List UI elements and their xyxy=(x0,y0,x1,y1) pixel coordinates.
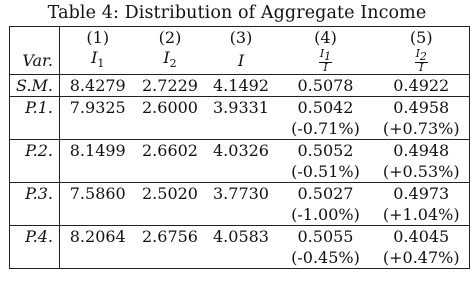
row-label-empty xyxy=(10,247,60,269)
table-row xyxy=(10,226,470,248)
cell-col-4: 0.5027 xyxy=(297,183,354,203)
symbol-base: I xyxy=(163,48,170,67)
fraction xyxy=(319,49,332,73)
cell-col-3: 4.0583 xyxy=(213,226,269,246)
header-row-symbols xyxy=(10,48,470,75)
header-col-3-number: (3) xyxy=(205,27,278,49)
cell-empty xyxy=(60,204,136,226)
cell-col-4: 0.5055 xyxy=(297,226,354,246)
numerator-base: I xyxy=(415,47,420,60)
header-row-numbers xyxy=(10,27,470,49)
cell-col-4-change: (-0.71%) xyxy=(278,118,374,140)
cell-col-5: 0.4973 xyxy=(374,183,470,205)
header-col-2-number: (2) xyxy=(136,27,205,49)
cell-col-2: 2.6602 xyxy=(142,140,198,160)
cell-col-3: 4.1492 xyxy=(205,75,278,97)
cell-col-4-change: (-0.51%) xyxy=(278,161,374,183)
cell-col-5: 0.4948 xyxy=(374,140,470,162)
table-row xyxy=(10,97,470,119)
table-row-change xyxy=(10,118,470,140)
cell-col-2: 2.6000 xyxy=(142,97,198,117)
cell-empty xyxy=(60,247,136,269)
cell-col-2: 2.5020 xyxy=(142,183,198,203)
cell-empty xyxy=(60,118,136,140)
row-label: P.1. xyxy=(10,97,60,119)
cell-col-1: 8.2064 xyxy=(69,226,126,246)
header-col-5-fraction xyxy=(374,48,470,75)
header-col-4-number: (4) xyxy=(278,27,374,49)
numerator-subscript: 2 xyxy=(419,50,427,64)
income-distribution-table xyxy=(9,26,470,269)
cell-col-4: 0.5078 xyxy=(278,75,374,97)
cell-col-5: 0.4922 xyxy=(374,75,470,97)
table-row xyxy=(10,75,470,97)
cell-empty xyxy=(136,247,205,269)
cell-empty xyxy=(205,161,278,183)
header-var-empty xyxy=(10,27,60,49)
cell-empty xyxy=(60,161,136,183)
cell-col-4-change: (-0.45%) xyxy=(278,247,374,269)
fraction-denominator: I xyxy=(323,61,328,75)
header-col-5-number: (5) xyxy=(374,27,470,49)
symbol-subscript: 2 xyxy=(169,57,177,71)
table-row-change xyxy=(10,161,470,183)
row-label: P.2. xyxy=(10,140,60,162)
cell-col-5: 0.4045 xyxy=(374,226,470,248)
cell-col-2: 2.6756 xyxy=(142,226,198,246)
row-label-empty xyxy=(10,118,60,140)
row-label-empty xyxy=(10,161,60,183)
table-caption: Table 4: Distribution of Aggregate Income xyxy=(47,3,427,23)
cell-col-3: 3.7730 xyxy=(213,183,269,203)
numerator-subscript: 1 xyxy=(324,50,332,64)
fraction-denominator: I xyxy=(419,61,424,75)
cell-empty xyxy=(136,161,205,183)
cell-col-1: 8.1499 xyxy=(69,140,126,160)
cell-empty xyxy=(136,204,205,226)
header-col-1-symbol xyxy=(60,48,136,75)
cell-col-5-change: (+0.47%) xyxy=(374,247,470,269)
table-row xyxy=(10,140,470,162)
cell-col-1: 7.9325 xyxy=(69,97,126,117)
cell-col-4: 0.5042 xyxy=(297,97,354,117)
cell-empty xyxy=(205,247,278,269)
symbol-base: I xyxy=(91,48,98,67)
cell-col-2: 2.7229 xyxy=(136,75,205,97)
row-label: P.3. xyxy=(10,183,60,205)
header-col-3-symbol: I xyxy=(237,51,245,71)
table-row-change xyxy=(10,247,470,269)
row-label: P.4. xyxy=(10,226,60,248)
fraction xyxy=(415,49,428,73)
header-col-2-symbol xyxy=(136,48,205,75)
header-col-4-fraction xyxy=(278,48,374,75)
row-label-empty xyxy=(10,204,60,226)
cell-col-5-change: (+0.53%) xyxy=(374,161,470,183)
cell-col-3: 4.0326 xyxy=(213,140,269,160)
cell-col-4-change: (-1.00%) xyxy=(278,204,374,226)
row-label: S.M. xyxy=(10,75,60,97)
header-col-1-number: (1) xyxy=(60,27,136,49)
cell-col-1: 8.4279 xyxy=(60,75,136,97)
cell-col-1: 7.5860 xyxy=(69,183,126,203)
cell-empty xyxy=(205,204,278,226)
cell-col-5-change: (+1.04%) xyxy=(374,204,470,226)
cell-col-5: 0.4958 xyxy=(374,97,470,119)
cell-col-4: 0.5052 xyxy=(297,140,354,160)
cell-col-3: 3.9331 xyxy=(213,97,269,117)
table-row xyxy=(10,183,470,205)
header-var-label: Var. xyxy=(10,48,60,75)
table-row-change xyxy=(10,204,470,226)
cell-empty xyxy=(205,118,278,140)
symbol-subscript: 1 xyxy=(97,57,105,71)
numerator-base: I xyxy=(319,47,325,60)
cell-empty xyxy=(136,118,205,140)
cell-col-5-change: (+0.73%) xyxy=(374,118,470,140)
